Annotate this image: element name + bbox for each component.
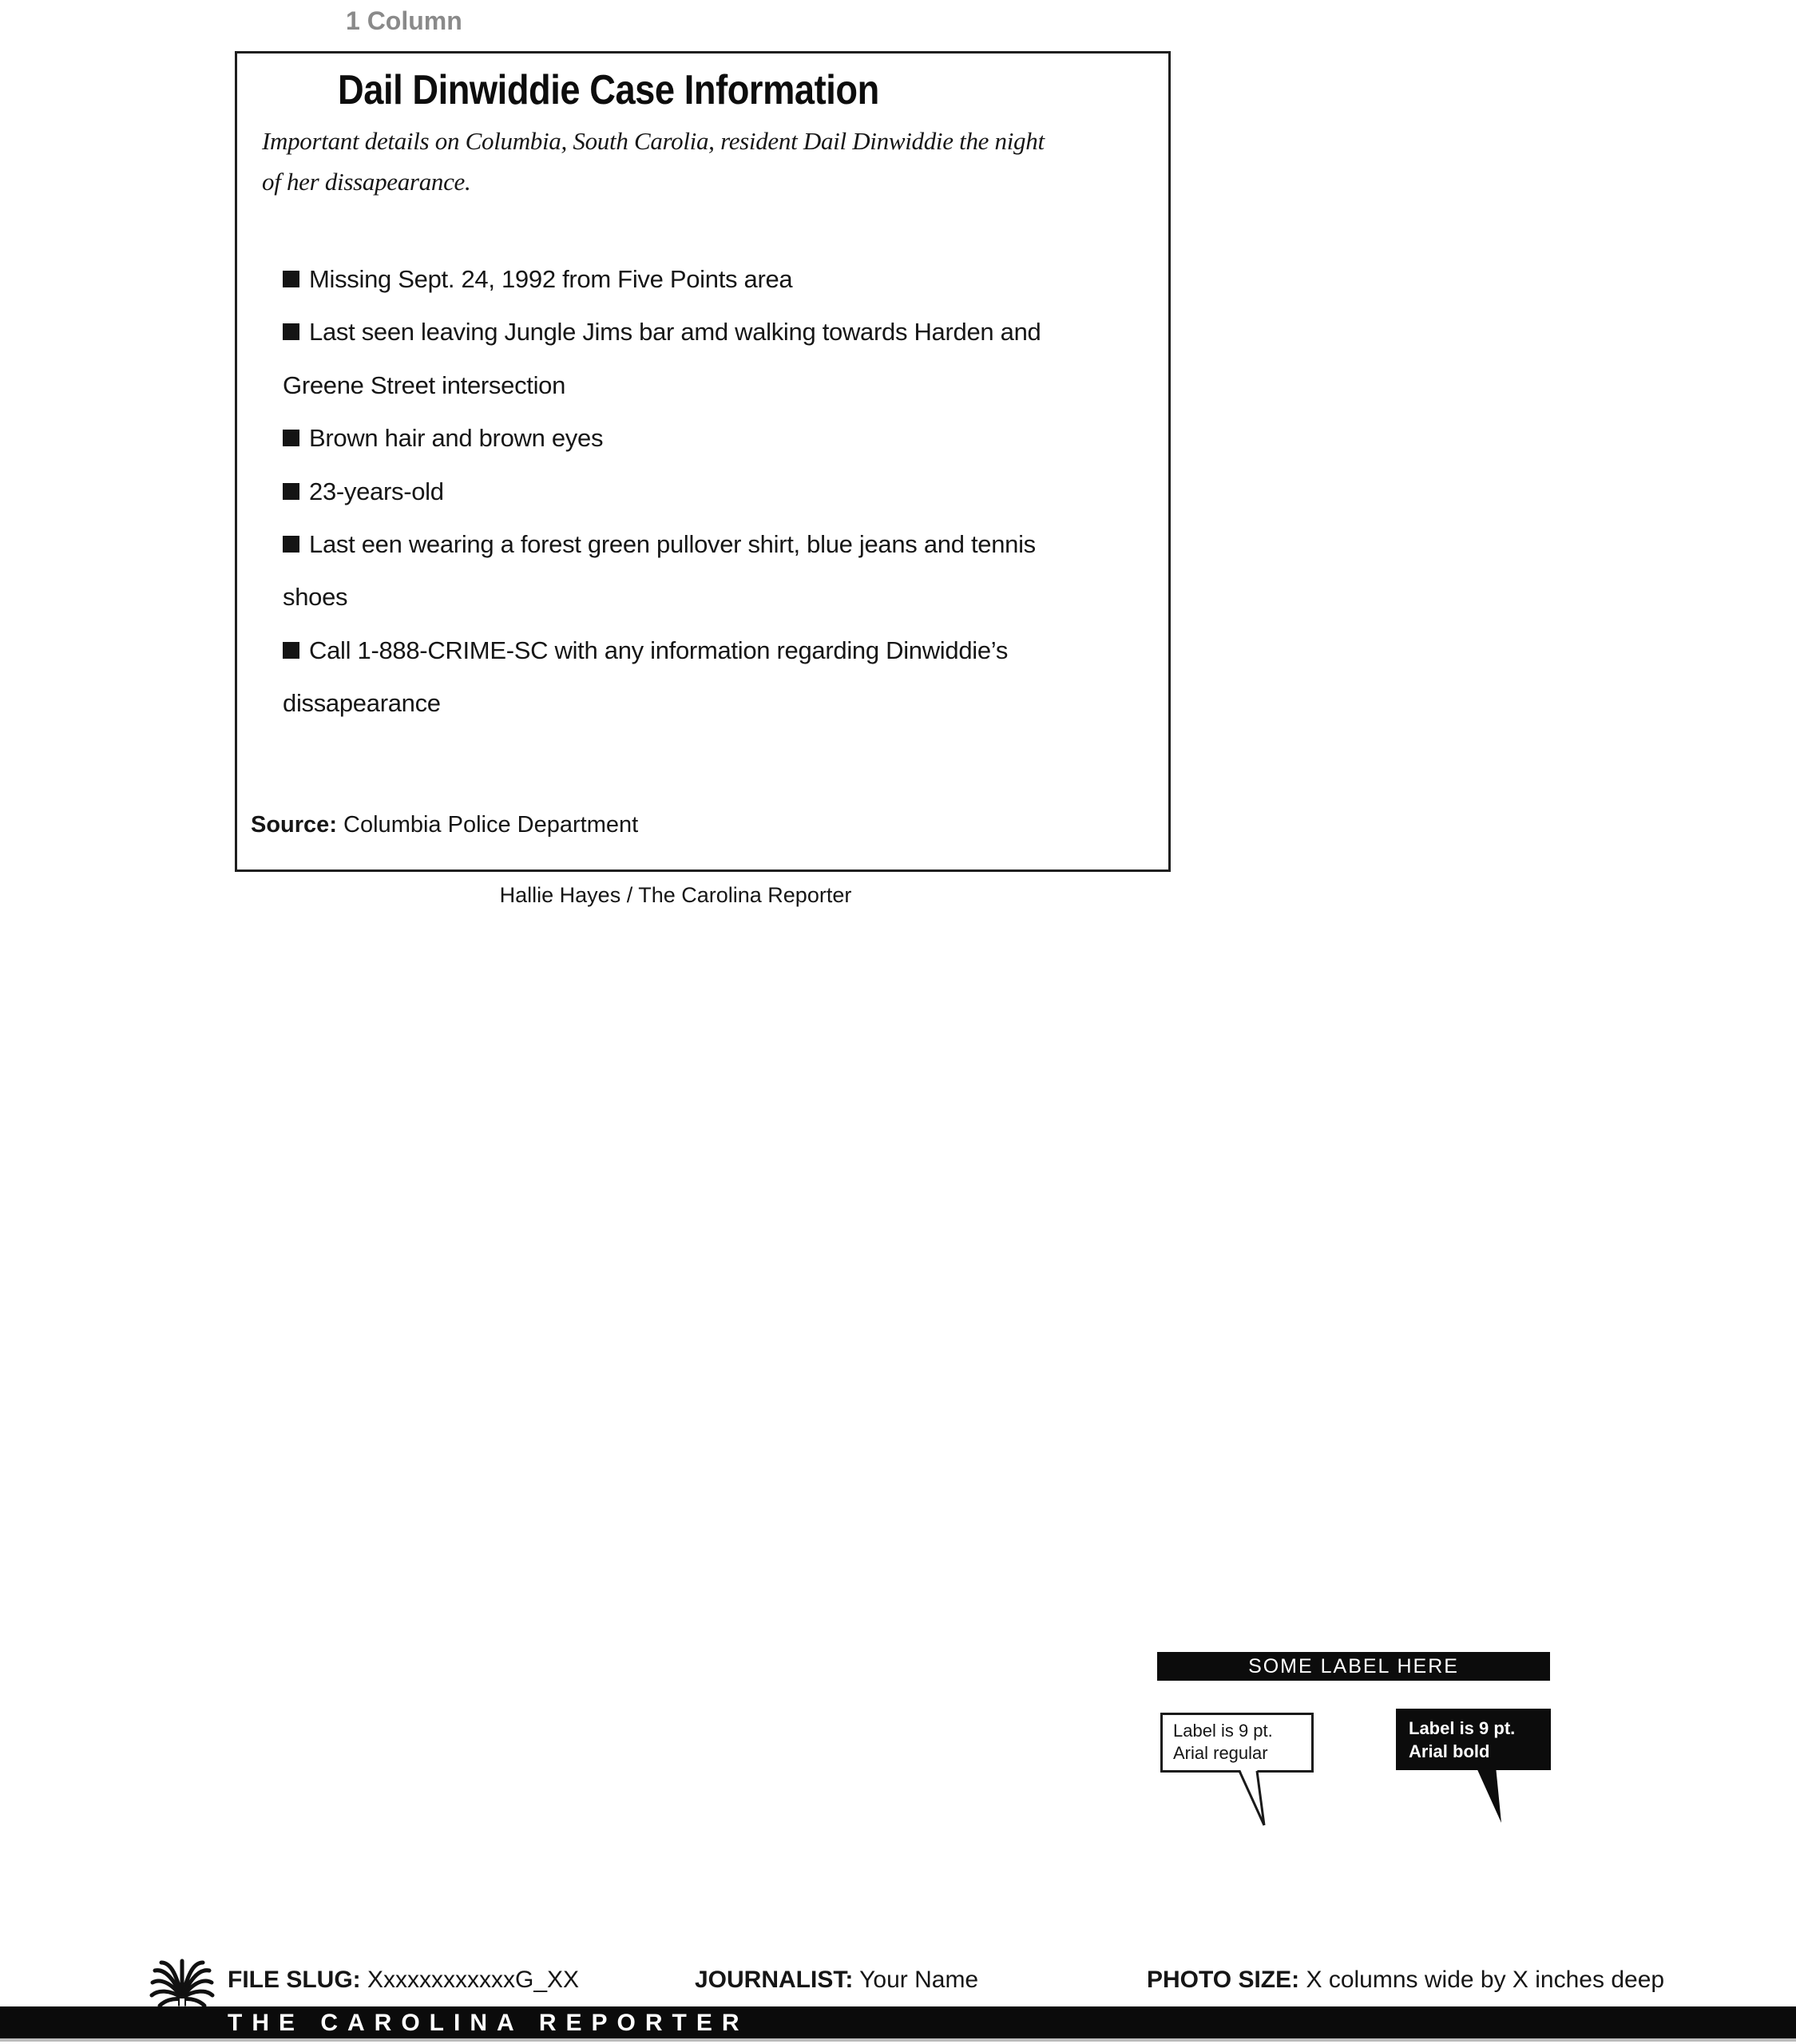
bullet-line: 23-years-old: [283, 465, 1041, 518]
square-bullet-icon: [283, 536, 299, 553]
square-bullet-icon: [283, 642, 299, 659]
callout-bold-line-2: Arial bold: [1409, 1741, 1490, 1761]
journalist-label: JOURNALIST:: [695, 1967, 854, 1993]
masthead-title: THE CAROLINA REPORTER: [228, 2010, 749, 2036]
subtitle-line-1: Important details on Columbia, South Carolia, resident Dail Dinwiddie the night: [262, 127, 1045, 155]
photo-size-value: X columns wide by X inches deep: [1306, 1967, 1665, 1993]
bullet-line: shoes: [283, 583, 348, 612]
file-slug-label: FILE SLUG:: [228, 1967, 361, 1993]
bullet-line: Brown hair and brown eyes: [283, 412, 1041, 465]
bullet-line: Last seen leaving Jungle Jims bar amd walking towards Harden and: [283, 306, 1041, 358]
bullet-line: dissapearance: [283, 689, 441, 718]
callout-bold: [1396, 1709, 1551, 1770]
square-bullet-icon: [283, 430, 299, 446]
bullet-line: Last een wearing a forest green pullover shirt, blue jeans and tennis: [283, 518, 1041, 571]
callout-regular-line-2: Arial regular: [1173, 1743, 1268, 1763]
square-bullet-icon: [283, 271, 299, 287]
file-slug-value: XxxxxxxxxxxxG_XX: [367, 1967, 580, 1993]
case-infobox: [235, 51, 1171, 872]
bullet-line: Greene Street intersection: [283, 370, 566, 399]
bottom-edge-strip: [0, 2038, 1796, 2042]
square-bullet-icon: [283, 483, 299, 500]
photo-size-label: PHOTO SIZE:: [1147, 1967, 1300, 1993]
journalist-line: [695, 1966, 978, 1994]
source-label: Source:: [251, 812, 337, 838]
file-slug-line: [228, 1966, 579, 1994]
case-bullet-list: [283, 253, 1041, 731]
infobox-title: Dail Dinwiddie Case Information: [338, 67, 879, 113]
graphic-credit: Hallie Hayes / The Carolina Reporter: [499, 883, 852, 907]
photo-size-line: [1147, 1966, 1664, 1994]
square-bullet-icon: [283, 323, 299, 340]
bullet-line: Missing Sept. 24, 1992 from Five Points area: [283, 253, 1041, 306]
subtitle-line-2: of her dissapearance.: [262, 168, 471, 196]
journalist-value: Your Name: [859, 1967, 979, 1993]
bullet-line: Call 1-888-CRIME-SC with any information regarding Dinwiddie’s: [283, 624, 1041, 677]
callout-regular-line-1: Label is 9 pt.: [1173, 1721, 1273, 1741]
callout-regular-tail: [1228, 1766, 1276, 1830]
sample-label-bar: SOME LABEL HERE: [1157, 1652, 1550, 1681]
callout-regular: [1160, 1713, 1314, 1773]
source-line: [251, 812, 638, 838]
callout-bold-line-1: Label is 9 pt.: [1409, 1718, 1516, 1738]
callout-bold-tail: [1468, 1766, 1508, 1826]
column-width-label: 1 Column: [346, 6, 462, 35]
infobox-subtitle: [262, 121, 1045, 202]
masthead-bar: [0, 2006, 1796, 2038]
source-value: Columbia Police Department: [343, 812, 639, 838]
